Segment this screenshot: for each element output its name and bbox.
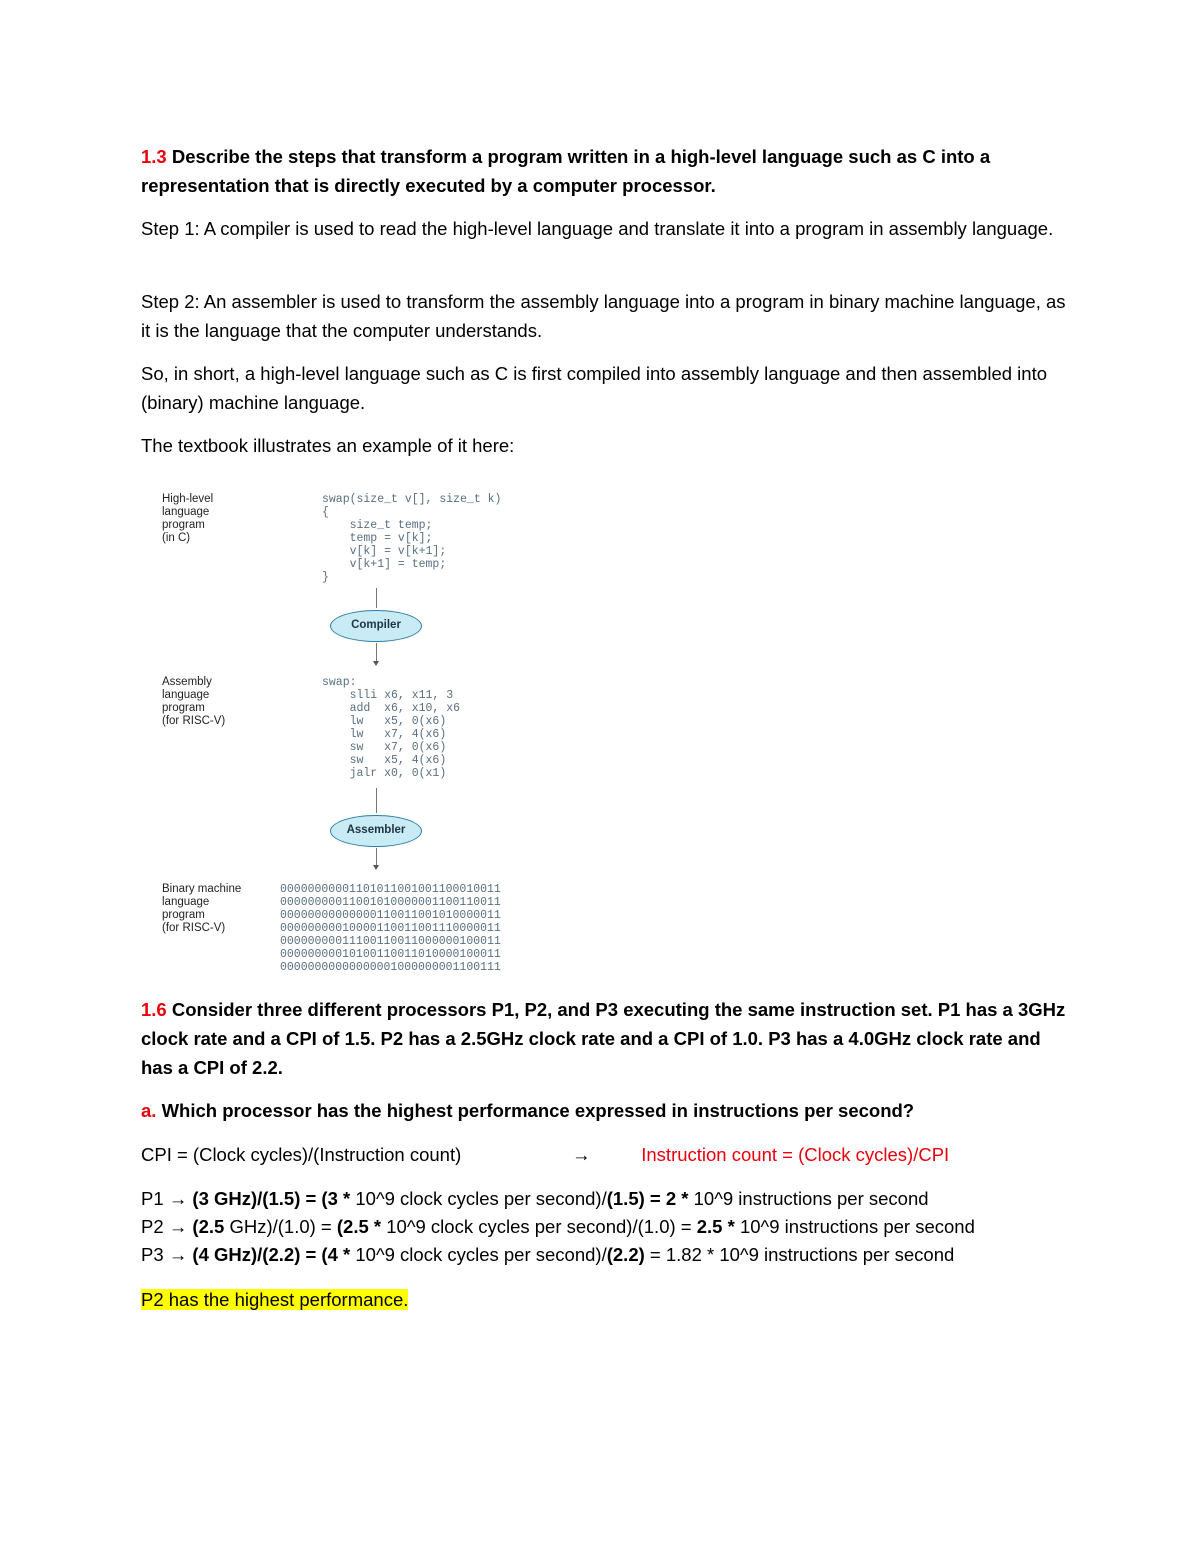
step-2-paragraph [141, 287, 1071, 345]
connector-line [376, 848, 377, 865]
step-2-label: Step 2: [141, 291, 200, 312]
p2-text: 10^9 instructions per second [739, 1216, 975, 1237]
arrow-icon: → [572, 1144, 591, 1165]
step-1-label: Step 1: [141, 218, 200, 239]
p1-text: 10^9 clock cycles per second)/ [355, 1188, 607, 1209]
part-a-text: Which processor has the highest performance expressed in instructions per second? [156, 1100, 915, 1121]
step-1-paragraph [141, 214, 1071, 243]
question-text: Consider three different processors P1, P2, and P3 executing the same instruction set. P1 has a 3GHz clock rate and a CPI of 1.5. P2 has a 2.5GHz clock rate and a CPI of 1.0. P3 has a 4.0GHz clock rate and has a CPI of 2.2. [141, 999, 1066, 1078]
p3-label: P3 → [141, 1244, 188, 1265]
compiler-ellipse: Compiler [330, 610, 422, 642]
p1-line [141, 1184, 1141, 1213]
p2-text: GHz)/(1.0) = [229, 1216, 337, 1237]
summary-paragraph: So, in short, a high-level language such as C is first compiled into assembly language and then assembled into (binary) machine language. [141, 363, 1047, 413]
code-binary: 00000000001101011001001100010011 00000000011001010000001100110011 00000000000000110011001010000011 00000000010000110011001110000011 00000000011100110011000000100011 00000000010100110011010000100011 00000000000000001000000001100111 [280, 883, 501, 974]
p3-text: 10^9 clock cycles per second)/ [355, 1244, 607, 1265]
p1-label: P1 → [141, 1188, 188, 1209]
p1-text: 10^9 instructions per second [693, 1188, 929, 1209]
label-high-level: High-level language program (in C) [162, 493, 214, 544]
p2-line [141, 1212, 1141, 1241]
arrow-head [373, 661, 379, 666]
step-1-text: A compiler is used to read the high-level language and translate it into a program in assembly language. [199, 218, 1054, 239]
formula-line [141, 1140, 1071, 1169]
p2-bold: 2.5 * [696, 1216, 740, 1237]
p2-label: P2 → [141, 1216, 188, 1237]
question-1-3 [141, 142, 1071, 200]
p3-line [141, 1240, 1141, 1269]
connector-line [376, 643, 377, 661]
step-2-text: An assembler is used to transform the assembly language into a program in binary machine language, as it is the language that the computer understands. [141, 291, 1066, 341]
p1-bold: (1.5) = 2 * [606, 1188, 694, 1209]
question-number: 1.6 [141, 999, 167, 1020]
p3-bold: (2.2) [606, 1244, 650, 1265]
code-c: swap(size_t v[], size_t k) { size_t temp; temp = v[k]; v[k] = v[k+1]; v[k+1] = temp; } [322, 493, 502, 584]
figure-intro: The textbook illustrates an example of it here: [141, 435, 515, 456]
p3-text: = 1.82 * 10^9 instructions per second [649, 1244, 955, 1265]
label-binary: Binary machine language program (for RISC-V) [162, 883, 242, 934]
label-assembly: Assembly language program (for RISC-V) [162, 676, 226, 727]
p3-bold: (4 GHz)/(2.2) = (4 * [187, 1244, 356, 1265]
part-a-label: a. [141, 1100, 157, 1121]
connector-line [376, 588, 377, 608]
question-1-6 [141, 995, 1071, 1082]
question-text: Describe the steps that transform a program written in a high-level language such as C into a representation that is directly executed by a computer processor. [141, 146, 991, 196]
conclusion-line [141, 1285, 1071, 1314]
code-assembly: swap: slli x6, x11, 3 add x6, x10, x6 lw x5, 0(x6) lw x7, 4(x6) sw x7, 0(x6) sw x5, 4(x6) jalr x0, 0(x1) [322, 676, 461, 780]
connector-line [376, 788, 377, 813]
compilation-figure [160, 488, 580, 978]
p2-text: 10^9 clock cycles per second)/(1.0) = [386, 1216, 697, 1237]
assembler-ellipse: Assembler [330, 815, 422, 847]
p2-bold: (2.5 * [336, 1216, 387, 1237]
p2-bold: (2.5 [187, 1216, 230, 1237]
part-a-question [141, 1096, 1071, 1125]
question-number: 1.3 [141, 146, 167, 167]
formula-left: CPI = (Clock cycles)/(Instruction count) [141, 1144, 462, 1165]
formula-right: Instruction count = (Clock cycles)/CPI [641, 1144, 950, 1165]
arrow-head [373, 865, 379, 870]
conclusion-highlight: P2 has the highest performance. [141, 1289, 409, 1310]
p1-bold: (3 GHz)/(1.5) = (3 * [187, 1188, 356, 1209]
